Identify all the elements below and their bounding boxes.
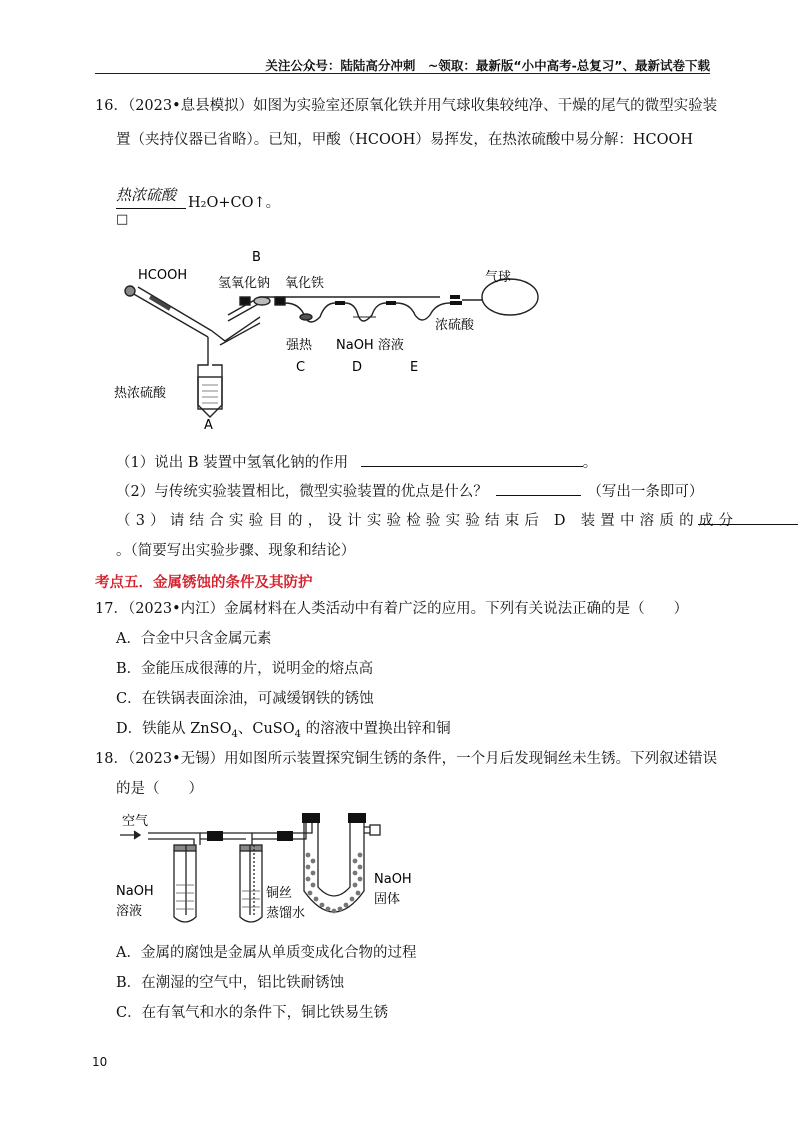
label-hcooh: HCOOH: [138, 268, 188, 283]
q17-option-d-sub1: 4: [231, 728, 238, 740]
label-balloon: 气球: [485, 270, 512, 285]
label-hot-h2so4: 热浓硫酸: [114, 386, 167, 401]
label-e: E: [410, 360, 419, 375]
q18-stem-line1: 18．（2023•无锡）用如图所示装置探究铜生锈的条件，一个月后发现铜丝未生锈。下列叙述错误: [95, 751, 718, 767]
q18-option-a: A．金属的腐蚀是金属从单质变成化合物的过程: [116, 945, 417, 961]
label-a: A: [204, 418, 213, 433]
label-strong-heat: 强热: [286, 338, 313, 353]
q17-option-b: B．金能压成很薄的片，说明金的熔点高: [116, 661, 374, 677]
q18-option-b: B．在潮湿的空气中，铝比铁耐锈蚀: [116, 975, 345, 991]
q16-sub1-suffix: 。: [582, 455, 598, 471]
q16-sub2-suffix: （写出一条即可）: [587, 484, 704, 500]
label-d: D: [352, 360, 363, 375]
q16-sub1-prefix: （1）说出 B 装置中氢氧化钠的作用: [116, 455, 349, 471]
page-number: 10: [92, 1055, 108, 1069]
label-naoh-solution: NaOH 溶液: [336, 338, 404, 353]
q16-sub2-answer-blank[interactable]: [496, 481, 581, 496]
q17-option-d-sub2: 4: [294, 728, 301, 740]
q17-option-d: [116, 719, 451, 745]
label-conc-h2so4: 浓硫酸: [435, 318, 475, 333]
q16-sub3-prefix: （3）请结合实验目的，设计实验检验实验结束后 D 装置中溶质的成分: [116, 513, 739, 529]
reaction-condition-top: 热浓硫酸: [116, 186, 177, 204]
copper-rust-diagram: [112, 805, 422, 935]
label-naoh-solution-1: NaOH: [116, 884, 154, 899]
label-c: C: [296, 360, 306, 375]
q17-option-d-post: 的溶液中置换出锌和铜: [300, 721, 451, 737]
q17-option-d-pre: D．铁能从 ZnSO: [116, 721, 232, 737]
dropper-tube: [132, 293, 208, 337]
q16-stem-line1: 16．（2023•息县模拟）如图为实验室还原氧化铁并用气球收集较纯净、干燥的尾气的微型实验装: [95, 98, 718, 114]
reaction-products: H₂O+CO↑。: [188, 195, 281, 211]
q18-stem-line2: 的是（ ）: [116, 781, 203, 797]
q16-sub1-answer-blank[interactable]: [361, 452, 583, 467]
reaction-arrow-line: [116, 208, 186, 209]
label-air: 空气: [122, 814, 149, 829]
label-naoh-solid-2: 固体: [374, 892, 401, 907]
q17-option-a: A．合金中只含金属元素: [116, 631, 272, 647]
q17-option-d-mid: 、CuSO: [237, 721, 295, 737]
q16-sub3-line2: 。（简要写出实验步骤、现象和结论）: [116, 543, 356, 559]
label-copper-wire: 铜丝: [266, 886, 293, 901]
q16-sub2-prefix: （2）与传统实验装置相比，微型实验装置的优点是什么？: [116, 484, 488, 500]
label-naoh-solid: 氢氧化钠: [218, 276, 271, 291]
q16-sub2: [116, 481, 703, 502]
label-distilled-water: 蒸馏水: [266, 906, 306, 921]
label-b: B: [252, 250, 261, 265]
reaction-condition-bottom: □: [116, 212, 129, 227]
q17-stem: 17．（2023•内江）金属材料在人类活动中有着广泛的应用。下列有关说法正确的是（ ）: [95, 601, 689, 617]
label-fe2o3: 氧化铁: [285, 276, 325, 291]
micro-experiment-diagram: [110, 245, 540, 435]
q17-option-c: C．在铁锅表面涂油，可减缓钢铁的锈蚀: [116, 691, 374, 707]
label-naoh-solid-1: NaOH: [374, 872, 412, 887]
q18-option-c: C．在有氧气和水的条件下，铜比铁易生锈: [116, 1005, 389, 1021]
q16-sub1: [116, 452, 597, 473]
section-title: 考点五．金属锈蚀的条件及其防护: [95, 575, 313, 591]
header-rule: [95, 73, 710, 74]
q16-stem-line2: 置（夹持仪器已省略）。已知，甲酸（HCOOH）易挥发，在热浓硫酸中易分解：HCOOH: [116, 132, 694, 148]
label-naoh-solution-2: 溶液: [116, 904, 143, 919]
page-header: 关注公众号：陆陆高分冲刺 ~领取：最新版“小中高考-总复习”、最新试卷下载: [265, 58, 710, 73]
q16-sub3-answer-blank[interactable]: [698, 524, 798, 525]
